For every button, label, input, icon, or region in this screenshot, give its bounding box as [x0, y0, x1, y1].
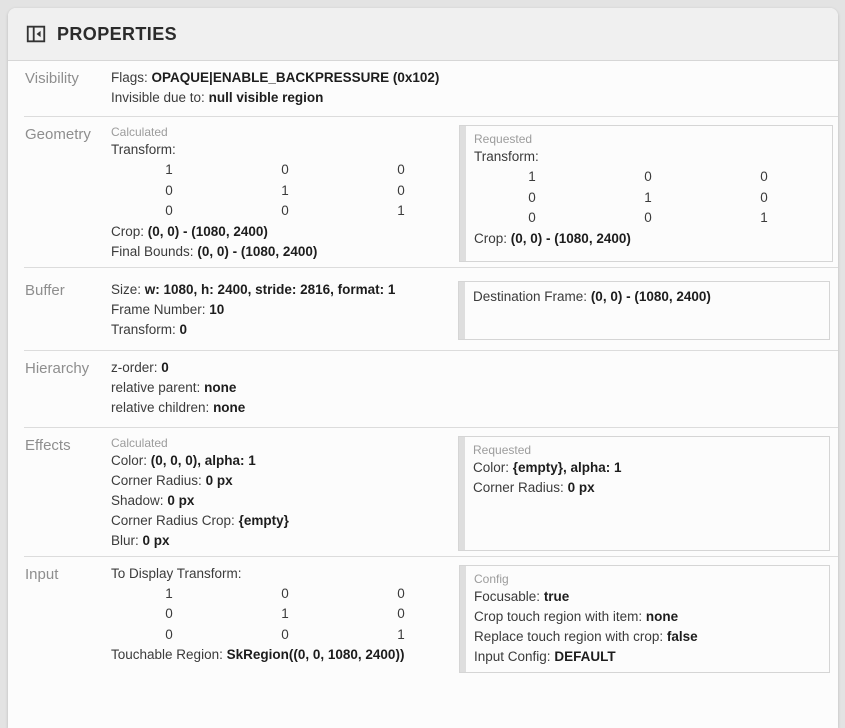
section-hierarchy: [8, 351, 838, 428]
matrix-cell: 0: [165, 203, 173, 218]
z-order-value: 0: [161, 359, 169, 375]
invisible-due-to-value: null visible region: [208, 90, 324, 105]
final-bounds-value: (0, 0) - (1080, 2400): [197, 243, 318, 259]
input-config-line: [474, 647, 819, 667]
replace-touch-region-line: [474, 627, 819, 647]
matrix-cell: 0: [165, 182, 173, 198]
config-tag: Config: [474, 571, 509, 586]
section-label-buffer: Buffer: [25, 281, 65, 299]
crop-label: Crop:: [474, 230, 508, 246]
replace-touch-region-label: Replace touch region with crop:: [474, 628, 664, 644]
section-visibility: [8, 61, 838, 117]
flags-line: [111, 68, 458, 88]
corner-radius-crop-label: Corner Radius Crop:: [111, 512, 235, 528]
matrix-cell: 0: [397, 606, 405, 621]
z-order-line: [111, 358, 458, 378]
corner-radius-crop-value: {empty}: [238, 512, 289, 528]
shadow-value: 0 px: [167, 492, 195, 508]
matrix-cell: 1: [165, 585, 173, 601]
color-value: (0, 0, 0), alpha: 1: [150, 452, 256, 468]
matrix-cell: 0: [281, 585, 289, 601]
properties-header: [8, 8, 838, 61]
geometry-requested-transform-matrix: [474, 167, 822, 229]
crop-touch-region-line: [474, 607, 819, 627]
matrix-cell: 1: [281, 606, 289, 621]
section-label-effects: Effects: [25, 436, 71, 454]
corner-radius-crop-line: [111, 511, 458, 531]
section-label-hierarchy: Hierarchy: [25, 359, 90, 377]
buffer-transform-line: [111, 320, 458, 340]
final-bounds-line: [111, 242, 459, 262]
matrix-cell: 0: [760, 169, 768, 184]
calculated-tag: Calculated: [111, 125, 168, 139]
collapse-right-panel-icon[interactable]: [25, 23, 47, 45]
focusable-value: true: [543, 588, 570, 604]
corner-radius-value: 0 px: [567, 479, 595, 495]
frame-number-line: [111, 300, 458, 320]
matrix-cell: 1: [397, 626, 405, 642]
frame-number-label: Frame Number:: [111, 301, 206, 317]
corner-radius-value: 0 px: [205, 472, 233, 488]
relative-children-line: [111, 398, 458, 418]
matrix-cell: 0: [397, 585, 405, 601]
matrix-cell: 0: [281, 626, 289, 642]
section-label-visibility: Visibility: [25, 70, 79, 87]
matrix-cell: 1: [644, 189, 652, 205]
color-label: Color:: [111, 452, 148, 468]
final-bounds-label: Final Bounds:: [111, 243, 194, 259]
requested-tag: Requested: [474, 132, 533, 146]
geometry-requested-box: [459, 125, 833, 262]
matrix-cell: 0: [528, 189, 536, 205]
matrix-cell: 0: [281, 203, 289, 218]
crop-touch-region-value: none: [645, 608, 679, 624]
destination-frame-value: (0, 0) - (1080, 2400): [590, 288, 711, 304]
effects-requested-wrap: [458, 435, 830, 551]
touchable-region-line: [111, 645, 459, 665]
invisible-due-to-label: Invisible due to:: [111, 90, 205, 105]
flags-label: Flags:: [111, 70, 148, 85]
requested-tag: Requested: [473, 442, 532, 457]
input-config-box: [459, 565, 830, 673]
corner-radius-line: [111, 471, 458, 491]
matrix-cell: 0: [397, 182, 405, 198]
relative-children-label: relative children:: [111, 399, 210, 415]
calculated-tag: Calculated: [111, 435, 168, 450]
matrix-cell: 0: [528, 210, 536, 225]
input-config-label: Input Config:: [474, 648, 551, 664]
crop-value: (0, 0) - (1080, 2400): [147, 223, 268, 239]
crop-line: [474, 229, 822, 249]
input-config-value: DEFAULT: [554, 648, 616, 664]
crop-value: (0, 0) - (1080, 2400): [510, 230, 631, 246]
color-label: Color:: [473, 459, 510, 475]
input-calculated: [111, 564, 459, 673]
frame-number-value: 10: [209, 301, 225, 317]
transform-heading: Transform:: [111, 142, 176, 157]
blur-value: 0 px: [142, 532, 170, 548]
section-input: [8, 557, 838, 679]
matrix-cell: 0: [644, 210, 652, 225]
input-transform-matrix: [111, 584, 459, 646]
touchable-region-label: Touchable Region:: [111, 647, 223, 662]
buffer-requested-wrap: [458, 280, 830, 340]
z-order-label: z-order:: [111, 359, 158, 375]
matrix-cell: 1: [760, 210, 768, 225]
matrix-cell: 0: [397, 162, 405, 177]
relative-parent-label: relative parent:: [111, 379, 201, 395]
touchable-region-value: SkRegion((0, 0, 1080, 2400)): [226, 647, 405, 662]
relative-parent-line: [111, 378, 458, 398]
matrix-cell: 0: [760, 189, 768, 205]
color-line: [111, 451, 458, 471]
matrix-cell: 1: [281, 182, 289, 198]
hierarchy-content: [111, 358, 458, 418]
corner-radius-line: [473, 478, 819, 498]
transform-heading: Transform:: [474, 149, 539, 164]
color-line: [473, 458, 819, 478]
invisible-due-to-line: [111, 88, 458, 108]
size-label: Size:: [111, 281, 142, 297]
effects-requested-box: [458, 436, 830, 551]
matrix-cell: 0: [281, 162, 289, 177]
crop-label: Crop:: [111, 223, 145, 239]
section-buffer: [8, 268, 838, 351]
crop-line: [111, 222, 459, 242]
corner-radius-label: Corner Radius:: [473, 479, 564, 495]
size-line: [111, 280, 458, 300]
shadow-line: [111, 491, 458, 511]
section-effects: [8, 428, 838, 557]
destination-frame-line: [473, 287, 819, 307]
visibility-content: [111, 68, 458, 108]
geometry-calculated: [111, 124, 459, 262]
blur-line: [111, 531, 458, 551]
focusable-label: Focusable:: [474, 588, 541, 604]
relative-children-value: none: [213, 399, 246, 415]
matrix-cell: 0: [644, 169, 652, 184]
shadow-label: Shadow:: [111, 492, 164, 508]
corner-radius-label: Corner Radius:: [111, 472, 202, 488]
crop-touch-region-label: Crop touch region with item:: [474, 608, 643, 624]
geometry-requested-wrap: [459, 124, 833, 262]
flags-value: OPAQUE|ENABLE_BACKPRESSURE (0x102): [151, 70, 440, 85]
buffer-transform-value: 0: [179, 321, 188, 337]
section-label-geometry: Geometry: [25, 126, 91, 143]
matrix-cell: 1: [165, 162, 173, 177]
buffer-calculated: [111, 280, 458, 340]
matrix-cell: 0: [165, 606, 173, 621]
to-display-transform-heading: To Display Transform:: [111, 565, 242, 581]
geometry-calculated-transform-matrix: [111, 160, 459, 222]
section-label-input: Input: [25, 565, 59, 583]
size-value: w: 1080, h: 2400, stride: 2816, format: 1: [144, 281, 396, 297]
replace-touch-region-value: false: [666, 628, 698, 644]
buffer-requested-box: [458, 281, 830, 340]
panel-title: PROPERTIES: [57, 23, 178, 44]
matrix-cell: 1: [528, 169, 536, 184]
color-value: {empty}, alpha: 1: [512, 459, 622, 475]
matrix-cell: 0: [165, 626, 173, 642]
section-geometry: [8, 117, 838, 268]
relative-parent-value: none: [204, 379, 237, 395]
buffer-transform-label: Transform:: [111, 321, 176, 337]
destination-frame-label: Destination Frame:: [473, 288, 588, 304]
focusable-line: [474, 587, 819, 607]
properties-panel: [8, 8, 838, 728]
input-config-wrap: [459, 564, 830, 673]
matrix-cell: 1: [397, 203, 405, 218]
blur-label: Blur:: [111, 532, 139, 548]
effects-calculated: [111, 435, 458, 551]
